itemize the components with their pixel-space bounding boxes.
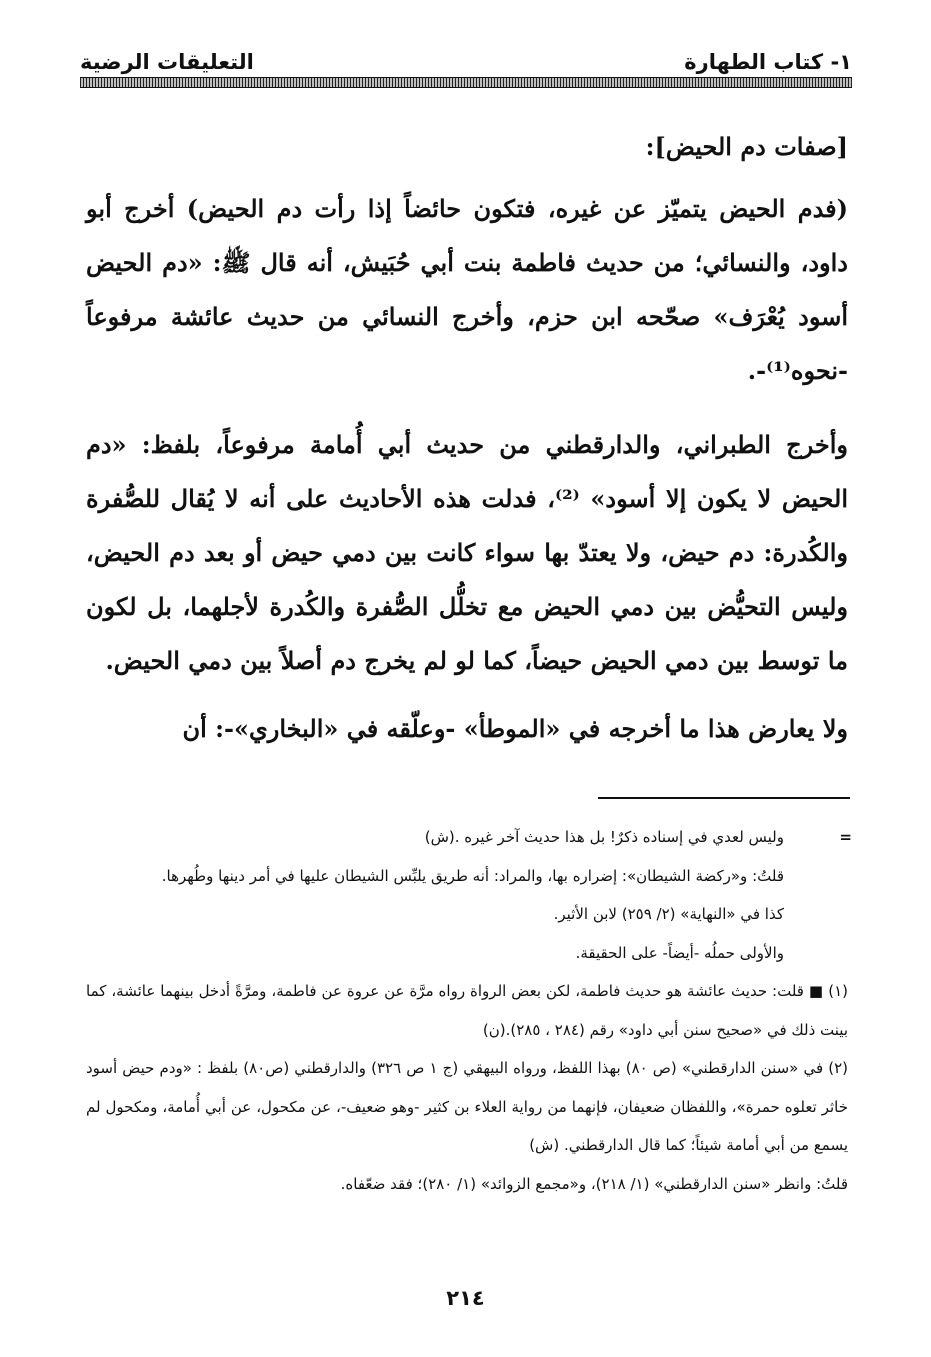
footnote-continuation (86, 818, 852, 972)
footnote-line: قلتُ: و«ركضة الشيطان»: إضراره بها، والمراد: أنه طريق يلبِّس الشيطان عليها في أمر دينها وطُهرها. (161, 866, 784, 885)
footnote-line: كذا في «النهاية» (٢/ ٢٥٩) لابن الأثير. (553, 905, 784, 923)
footnotes (86, 818, 852, 1203)
footnote-1: (١) ■ قلت: حديث عائشة هو حديث فاطمة، لكن بعض الرواة رواه مرَّة عن عروة عن فاطمة، ومرَّةً أدخل بينهما عائشة، كما بينت ذلك في «صحيح سنن أبي داود» رقم (٢٨٤ ، ٢٨٥).(ن) (86, 982, 848, 1039)
footnote-separator (598, 797, 850, 799)
footnote-2-addendum: قلتُ: وانظر «سنن الدارقطني» (١/ ٢١٨)، و«مجمع الزوائد» (١/ ٢٨٠)؛ فقد ضعّفاه. (340, 1174, 848, 1193)
footnote-2: (٢) في «سنن الدارقطني» (ص ٨٠) بهذا اللفظ، ورواه البيهقي (ج ١ ص ٣٢٦) والدارقطني (ص٨٠) بلفظ : «ودم حيض أسود خاثر تعلوه حمرة»، واللفظان ضعيفان، فإنهما من رواية العلاء بن كثير -وهو ضعيف-، عن مكحول، عن أبي أُمامة، ومكحول لم يسمع من أبي أمامة شيئاً؛ كما قال الدارقطني. (ش) (86, 1059, 848, 1154)
book-title: التعليقات الرضية (80, 50, 254, 74)
paragraph-3: ولا يعارض هذا ما أخرجه في «الموطأ» -وعلّقه في «البخاري»-: أن (182, 714, 848, 743)
continuation-marker: = (839, 828, 852, 846)
running-header (80, 34, 852, 74)
page-number: ٢١٤ (446, 1286, 485, 1310)
main-text (86, 120, 848, 756)
header-rule (80, 77, 852, 88)
paragraph-1: (فدم الحيض يتميّز عن غيره، فتكون حائضاً إذا رأت دم الحيض) أخرج أبو داود، والنسائي؛ من حديث فاطمة بنت أبي حُبَيش، أنه قال ﷺ: «دم الحيض أسود يُعْرَف» صحّحه ابن حزم، وأخرج النسائي من حديث عائشة مرفوعاً -نحوه⁽¹⁾-. (86, 194, 848, 385)
paragraph-2: وأخرج الطبراني، والدارقطني من حديث أبي أُمامة مرفوعاً، بلفظ: «دم الحيض لا يكون إلا أسود» ⁽²⁾، فدلت هذه الأحاديث على أنه لا يُقال للصُّفرة والكُدرة: دم حيض، ولا يعتدّ بها سواء كانت بين دمي حيض أو بعد دم الحيض، وليس التحيُّض بين دمي الحيض مع تخلُّل الصُّفرة والكُدرة لأجلهما، بل لكون ما توسط بين دمي الحيض حيضاً، كما لو لم يخرج دم أصلاً بين دمي الحيض. (86, 430, 849, 675)
chapter-title: ١- كتاب الطهارة (684, 50, 852, 74)
section-title: [صفات دم الحيض]: (645, 132, 848, 161)
footnote-line: والأولى حملُه -أيضاً- على الحقيقة. (575, 943, 784, 962)
footnote-line: وليس لعدي في إسناده ذكرٌ! بل هذا حديث آخر غيره .(ش) (424, 828, 784, 846)
